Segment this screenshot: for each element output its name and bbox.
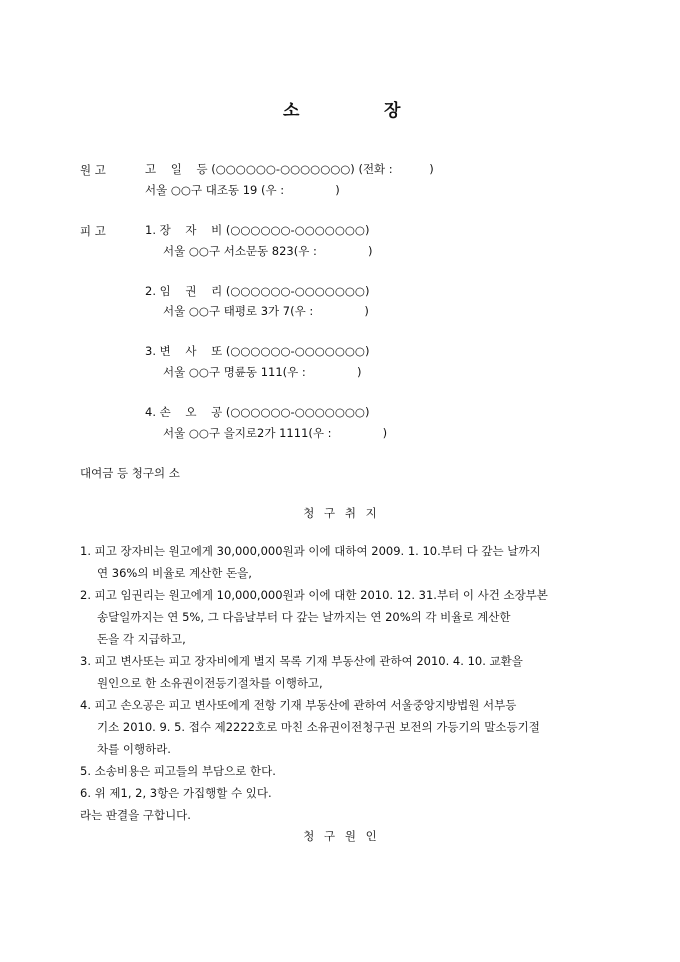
claim-2-line-2: 송달일까지는 연 5%, 그 다음날부터 다 갚는 날까지는 연 20%의 각 비율로 계산한 (97, 610, 511, 624)
closing-line: 라는 판결을 구합니다. (80, 808, 191, 822)
claim-3-line-2: 원인으로 한 소유권이전등기절차를 이행하고, (97, 676, 323, 690)
plaintiff-label: 원 고 (80, 163, 106, 177)
claim-1-line-2: 연 36%의 비율로 계산한 돈을, (97, 566, 252, 580)
document-title (0, 96, 680, 120)
defendant-4-name-line: 4. 손 오 공 (○○○○○○-○○○○○○○) (145, 405, 370, 419)
claim-6-line-1: 6. 위 제1, 2, 3항은 가집행할 수 있다. (80, 786, 272, 800)
claims-list (80, 540, 602, 826)
claim-heading: 청 구 취 지 (303, 506, 377, 520)
claim-5-line-1: 5. 소송비용은 피고들의 부담으로 한다. (80, 764, 276, 778)
defendant-3-name-line: 3. 변 사 또 (○○○○○○-○○○○○○○) (145, 344, 370, 358)
title-char-2: 장 (384, 101, 401, 121)
claim-2-line-3: 돈을 각 지급하고, (97, 632, 186, 646)
claim-4-line-2: 기소 2010. 9. 5. 접수 제2222호로 마친 소유권이전청구권 보전의 가등기의 말소등기절 (97, 720, 540, 734)
defendant-1-address: 서울 ○○구 서소문동 823(우 : ) (163, 244, 373, 258)
defendant-3-address: 서울 ○○구 명륜동 111(우 : ) (163, 365, 362, 379)
defendant-4-address: 서울 ○○구 을지로2가 1111(우 : ) (163, 426, 388, 440)
plaintiff-address: 서울 ○○구 대조동 19 (우 : ) (145, 183, 340, 197)
defendant-2-name-line: 2. 임 권 리 (○○○○○○-○○○○○○○) (145, 284, 370, 298)
case-name: 대여금 등 청구의 소 (80, 466, 180, 480)
defendants-label: 피 고 (80, 224, 106, 238)
claim-3-line-1: 3. 피고 변사또는 피고 장자비에게 별지 목록 기재 부동산에 관하여 2010. 4. 10. 교환을 (80, 654, 523, 668)
title-char-1: 소 (283, 101, 300, 121)
claim-1-line-1: 1. 피고 장자비는 원고에게 30,000,000원과 이에 대하여 2009. 1. 10.부터 다 갚는 날까지 (80, 544, 541, 558)
claim-2-line-1: 2. 피고 임권리는 원고에게 10,000,000원과 이에 대한 2010. 12. 31.부터 이 사건 소장부본 (80, 588, 548, 602)
defendant-2-address: 서울 ○○구 태평로 3가 7(우 : ) (163, 304, 369, 318)
plaintiff-name-line: 고 일 등 (○○○○○○-○○○○○○○) (전화 : ) (145, 162, 434, 176)
claim-4-line-1: 4. 피고 손오공은 피고 변사또에게 전항 기재 부동산에 관하여 서울중앙지방법원 서부등 (80, 698, 517, 712)
claim-4-line-3: 차를 이행하라. (97, 742, 171, 756)
defendant-1-name-line: 1. 장 자 비 (○○○○○○-○○○○○○○) (145, 223, 370, 237)
cause-heading: 청 구 원 인 (303, 829, 377, 843)
